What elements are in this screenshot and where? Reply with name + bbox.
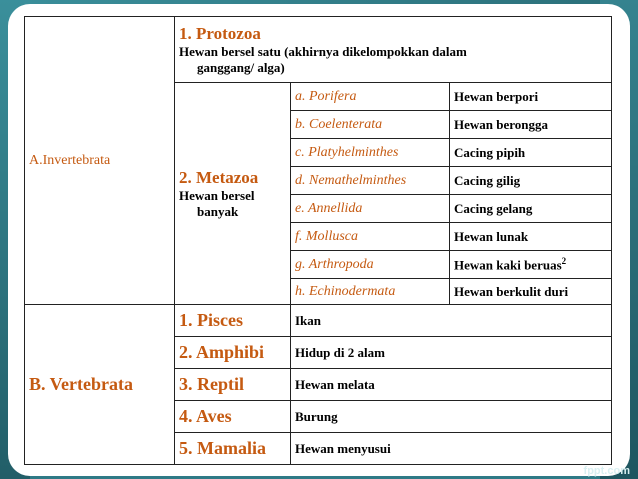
metazoa-group-meaning: Hewan berongga <box>450 111 612 139</box>
protozoa-name: 1. Protozoa <box>179 23 261 43</box>
metazoa-group-meaning: Cacing gelang <box>450 195 612 223</box>
metazoa-group-name: f. Mollusca <box>291 223 450 251</box>
table-row <box>25 17 612 83</box>
protozoa-cell <box>175 17 612 83</box>
metazoa-group-name: h. Echinodermata <box>291 279 450 305</box>
metazoa-desc <box>179 188 286 220</box>
vertebrata-class-meaning: Ikan <box>291 305 612 337</box>
superscript: 2 <box>561 255 567 266</box>
metazoa-group-meaning: Hewan berpori <box>450 83 612 111</box>
metazoa-group-meaning-text: Hewan kaki beruas <box>454 257 562 273</box>
metazoa-name: 2. Metazoa <box>179 167 259 187</box>
vertebrata-class-name: 5. Mamalia <box>175 433 291 465</box>
metazoa-group-name: a. Porifera <box>291 83 450 111</box>
classification-table <box>24 16 612 465</box>
protozoa-desc-line1: Hewan bersel satu (akhirnya dikelompokkan dalam <box>179 43 467 59</box>
metazoa-group-meaning <box>450 251 612 279</box>
table-row <box>25 305 612 337</box>
vertebrata-class-name: 1. Pisces <box>175 305 291 337</box>
metazoa-group-meaning: Hewan lunak <box>450 223 612 251</box>
metazoa-group-meaning: Hewan berkulit duri <box>450 279 612 305</box>
protozoa-desc <box>179 44 607 76</box>
metazoa-desc-line1: Hewan bersel <box>179 187 255 203</box>
vertebrata-class-meaning: Hewan menyusui <box>291 433 612 465</box>
metazoa-group-name: e. Annellida <box>291 195 450 223</box>
vertebrata-label: B. Vertebrata <box>25 305 175 465</box>
metazoa-group-name: c. Platyhelminthes <box>291 139 450 167</box>
vertebrata-class-name: 4. Aves <box>175 401 291 433</box>
metazoa-desc-line2: banyak <box>197 203 239 219</box>
metazoa-group-meaning: Cacing gilig <box>450 167 612 195</box>
watermark-logo: fppt.com <box>583 465 630 477</box>
invertebrata-label: A.Invertebrata <box>25 17 175 305</box>
protozoa-desc-line2: ganggang/ alga) <box>197 59 285 75</box>
metazoa-group-name: g. Arthropoda <box>291 251 450 279</box>
metazoa-group-name: d. Nemathelminthes <box>291 167 450 195</box>
metazoa-group-meaning: Cacing pipih <box>450 139 612 167</box>
vertebrata-class-meaning: Hewan melata <box>291 369 612 401</box>
vertebrata-class-meaning: Burung <box>291 401 612 433</box>
vertebrata-class-name: 2. Amphibi <box>175 337 291 369</box>
vertebrata-class-name: 3. Reptil <box>175 369 291 401</box>
metazoa-cell <box>175 83 291 305</box>
metazoa-group-name: b. Coelenterata <box>291 111 450 139</box>
vertebrata-class-meaning: Hidup di 2 alam <box>291 337 612 369</box>
